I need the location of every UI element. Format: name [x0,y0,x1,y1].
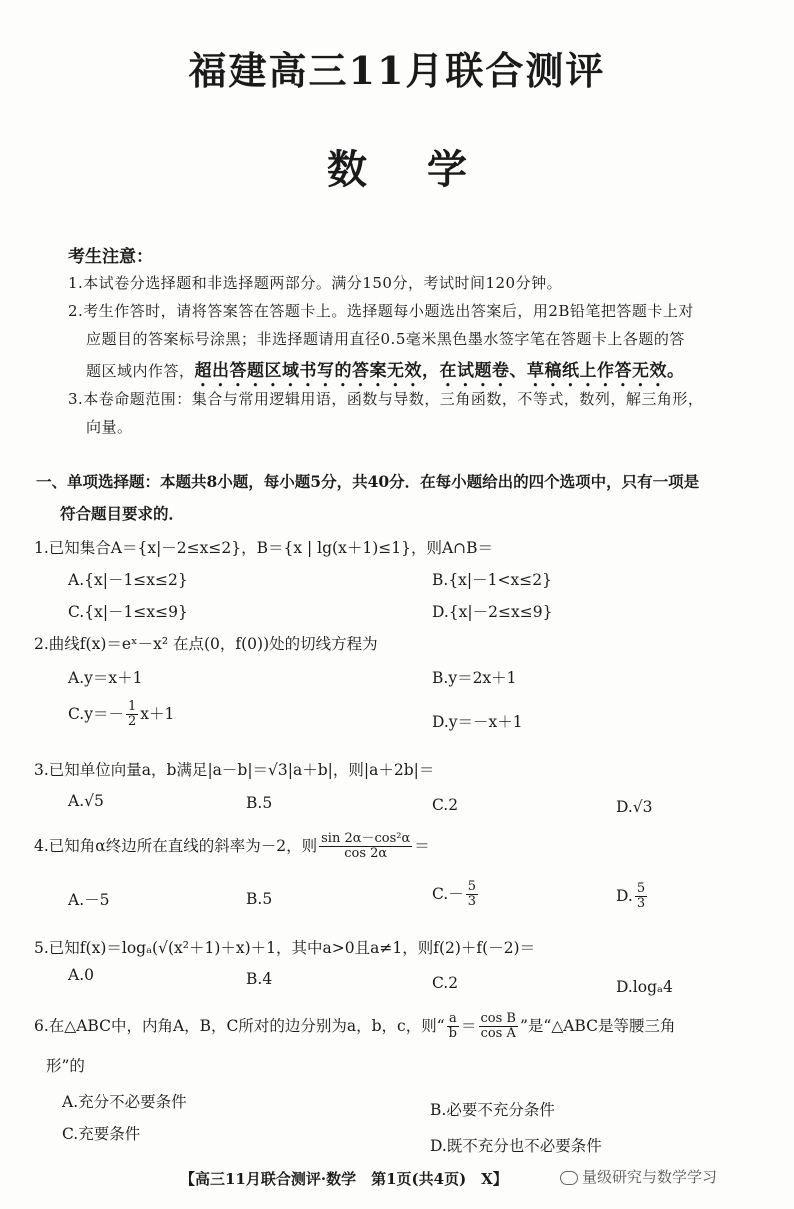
question-4-option-a: A.－5 [68,891,110,909]
question-5-option-b: B.4 [246,970,273,988]
question-6-stem [34,1012,675,1042]
question-4-stem-suffix: ＝ [414,836,430,855]
watermark [560,1166,717,1187]
question-2-option-a: A.y＝x＋1 [68,669,143,687]
question-6-option-a: A.充分不必要条件 [62,1093,187,1111]
question-5-stem: 5.已知f(x)＝logₐ(√(x²＋1)＋x)＋1，其中a>0且a≠1，则f(2)＋f(－2)＝ [34,939,536,957]
fraction [635,882,647,912]
page-footer: 【高三11月联合测评·数学 第1页(共4页) X】 [180,1170,508,1188]
watermark-text: 量级研究与数学学习 [582,1168,718,1186]
notice-line-1: 1.本试卷分选择题和非选择题两部分。满分150分，考试时间120分钟。 [68,274,563,292]
question-1-option-a: A.{x|－1≤x≤2} [68,571,188,589]
question-6-stem-suffix: ”是“△ABC是等腰三角 [519,1016,676,1035]
fraction [466,880,478,910]
exam-title: 福建高三11月联合测评 [188,48,606,93]
fraction-numerator: 1 [128,699,137,714]
question-3-option-a: A.√5 [68,792,104,810]
fraction-numerator: cos B [480,1011,516,1026]
question-2-option-b: B.y＝2x＋1 [432,669,517,687]
fraction-denominator: 3 [636,896,646,912]
fraction-numerator: a [447,1012,459,1027]
question-1-option-b: B.{x|－1<x≤2} [432,571,552,589]
equals-sign: ＝ [460,1016,477,1035]
fraction-denominator: 3 [467,894,477,910]
question-6-stem-line-2: 形”的 [46,1057,85,1075]
fraction-denominator: cos A [480,1026,516,1042]
notice-heading: 考生注意： [68,247,153,267]
question-6-option-b: B.必要不充分条件 [430,1101,555,1119]
question-5-option-a: A.0 [68,966,94,984]
question-3-option-d: D.√3 [616,798,653,816]
section-heading-line-2: 符合题目要求的． [60,504,185,523]
question-1-option-d: D.{x|－2≤x≤9} [432,603,553,621]
question-3-option-b: B.5 [246,794,273,812]
fraction-numerator: 5 [467,879,477,894]
question-6-option-d: D.既不充分也不必要条件 [430,1137,602,1155]
notice-line-3b: 向量。 [86,418,133,436]
question-4-stem-prefix: 4.已知角α终边所在直线的斜率为－2，则 [34,836,318,855]
fraction [319,832,412,862]
question-2-option-c [68,700,174,730]
subject-title: 数学 [327,146,527,193]
question-4-option-d [616,882,649,912]
notice-emphasis: 超出答题区域书写的答案无效，在试题卷、草稿纸上作答无效。 [194,361,685,381]
question-3-stem: 3.已知单位向量a，b满足|a－b|＝√3|a＋b|，则|a＋2b|＝ [34,761,435,779]
question-3-option-c: C.2 [432,796,459,814]
fraction [479,1012,518,1042]
question-2-stem: 2.曲线f(x)＝eˣ－x² 在点(0，f(0))处的切线方程为 [34,635,378,653]
question-1-option-c: C.{x|－1≤x≤9} [68,603,188,621]
section-heading-line-1: 一、单项选择题：本题共8小题，每小题5分，共40分．在每小题给出的四个选项中，只有一项是 [36,472,700,491]
notice-line-2b: 应题目的答案标号涂黑；非选择题请用直径0.5毫米黑色墨水签字笔在答题卡上各题的答 [86,330,685,348]
question-2-option-c-prefix: C.y＝－ [68,704,124,723]
fraction-numerator: sin 2α－cos²α [321,831,411,846]
question-2-option-d: D.y＝－x＋1 [432,713,523,731]
question-5-option-d: D.logₐ4 [616,978,673,996]
question-4-option-c-prefix: C.－ [432,884,464,903]
question-5-option-c: C.2 [432,974,459,992]
wechat-icon [560,1171,578,1185]
notice-line-2a: 2.考生作答时，请将答案答在答题卡上。选择题每小题选出答案后，用2B铅笔把答题卡上对 [68,302,694,320]
notice-line-2c-prefix: 题区域内作答， [86,362,195,380]
notice-line-3a: 3.本卷命题范围：集合与常用逻辑用语，函数与导数，三角函数，不等式，数列，解三角形， [68,390,704,408]
fraction [447,1012,459,1042]
question-4-option-c [432,880,480,910]
question-4-option-d-prefix: D. [616,886,633,905]
fraction-denominator: b [448,1026,457,1042]
fraction-denominator: 2 [128,714,137,730]
question-4-option-b: B.5 [246,890,273,908]
question-4-stem [34,832,430,862]
notice-line-2c [86,356,685,391]
question-1-stem: 1.已知集合A＝{x|－2≤x≤2}，B＝{x | lg(x＋1)≤1}，则A∩B＝ [34,539,494,557]
fraction-numerator: 5 [636,881,646,896]
question-6-stem-prefix: 6.在△ABC中，内角A，B，C所对的边分别为a，b，c，则“ [34,1016,445,1035]
question-6-option-c: C.充要条件 [62,1125,141,1143]
question-2-option-c-suffix: x＋1 [140,704,175,723]
fraction [126,700,138,730]
fraction-denominator: cos 2α [344,846,388,862]
